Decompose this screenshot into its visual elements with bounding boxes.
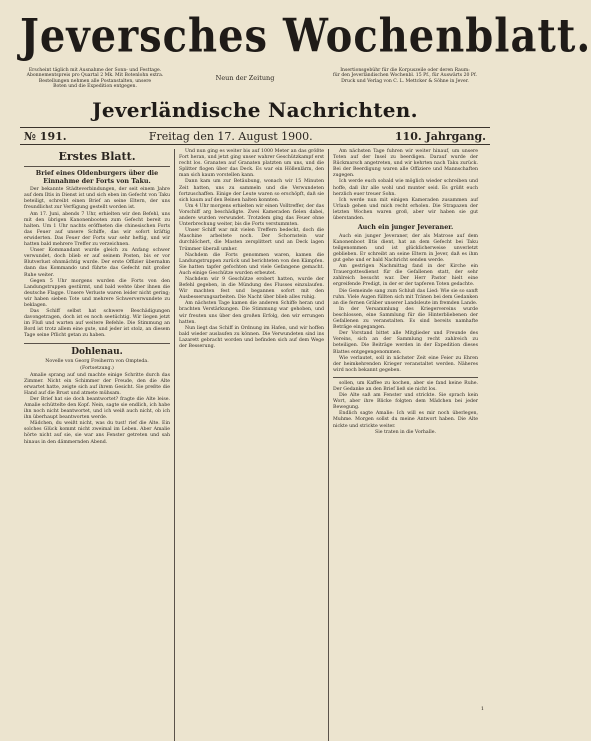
issue-number: № 191.: [24, 129, 67, 143]
subscription-line: Erscheint täglich mit Ausnahme der Sonn- und Festtage.: [28, 68, 162, 73]
paragraph: Nachdem die Forts genommen waren, kamen die Landungstruppen zurück und berichteten von den Kämpfen. Sie hatten tapfer gefochten und viele Gefangene gemacht. Auch einige Geschütze wurden erbeutet.: [179, 252, 324, 276]
paragraph: Der Vorstand bittet alle Mitglieder und Freunde des Vereins, sich an der Sammlung recht zahlreich zu beteiligen. Die Beiträge werden in der Expedition dieses Blattes entgegengenommen.: [333, 331, 478, 355]
paragraph: Dann kam um zur Betäubung, wonach wir 15 Minuten Zeit hatten, uns zu sammeln und die Verwundeten fortzuschaffen. Einige der Leute waren so erschöpft, daß sie sich kaum auf den Beinen halten konnten.: [179, 179, 324, 203]
divider: [24, 343, 170, 344]
issue-date: Freitag den 17. August 1900.: [148, 129, 313, 143]
paragraph: Um 4 Uhr morgens erhielten wir einen Volltreffer, der das Vorschiff arg beschädigte. Zwei Kameraden fielen dabei, andere wurden verwundet. Trotzdem ging das Feuer ohne Unterbrechung weiter, bis die Forts verstummten.: [179, 203, 324, 228]
paragraph: Mädchen, du weißt nicht, was du tust! rief die Alte. Ein solches Glück kommt nicht zweimal im Leben. Aber Amalie hörte nicht auf sie, sie war ans Fenster getreten und sah hinaus in den dämmernden Abend.: [24, 421, 170, 445]
paragraph: Am gestrigen Nachmittag fand in der Kirche ein Trauergottesdienst für die Gefallenen statt, der sehr zahlreich besucht war. Der Herr Pastor hielt eine ergreifende Predigt, in der er der tapferen Toten gedachte.: [333, 264, 478, 288]
article-heading: Auch ein junger Jeveraner.: [357, 223, 454, 232]
issue-year: 110. Jahrgang.: [394, 129, 486, 143]
subscription-line: Abonnementspreis pro Quartal 2 Mk. Mit Botenlohn extra.: [26, 73, 164, 79]
paragraph: Der Brief hat sie doch beantwortet? fragte die Alte leise. Amalie schüttelte den Kopf. Nein, sagte sie endlich, ich habe ihn noch nicht beantwortet, und ich weiß auch nicht, ob ich ihn überhaupt beantworten werde.: [24, 396, 170, 421]
secondary-title: Jeverländische Nachrichten.: [92, 98, 418, 122]
paragraph: Unser Kommandant wurde gleich zu Anfang schwer verwundet, doch blieb er auf seinem Posten, bis er vor Blutverlust ohnmächtig wurde. Der erste Offizier übernahm dann das Kommando und führte das Gefecht mit großer Ruhe weiter.: [24, 248, 170, 278]
column-2: [174, 149, 328, 741]
paragraph: Am 17. Juni, abends 7 Uhr, erhielten wir den Befehl, uns mit den übrigen Kanonenbooten zum Gefecht bereit zu halten. Um 1 Uhr nachts eröffneten die chinesischen Forts das Feuer auf unsere Schiffe, das wir sofort kräftig erwiderten. Das Feuer der Forts war sehr heftig, und wir hatten bald mehrere Treffer zu verzeichnen.: [24, 211, 170, 248]
article-title: Brief eines Oldenburgers über die Einnahme der Forts von Taku.: [35, 169, 159, 185]
columns: [20, 149, 490, 741]
divider: [333, 377, 478, 378]
subscription-line: Boten und die Expedition entgegen.: [53, 84, 137, 90]
issue-info-bar: [20, 127, 490, 145]
insertion-info: [320, 68, 490, 84]
insertion-line: Druck und Verlag von C. L. Mettcker & Söhne in Jever.: [341, 78, 469, 84]
paragraph: Nachdem wir 9 Geschütze erobert hatten, wurde der Befehl gegeben, in die Mündung des Flusses einzulaufen. Wir machten fest und begannen sofort mit den Ausbesserungsarbeiten. Die Nacht über blieb alles ruhig.: [179, 276, 324, 301]
paragraph: Ich werde euch sobald wie möglich wieder schreiben und hoffe, daß ihr alle wohl und munter seid. Es grüßt euch herzlich euer treuer Sohn.: [333, 179, 478, 197]
insertion-line: Insertionsgebühr für die Korpuszeile oder deren Raum:: [340, 68, 470, 73]
paragraph: Auch ein junger Jeveraner, der als Matrose auf dem Kanonenboot Iltis dient, hat an dem Gefecht bei Taku teilgenommen und ist glücklicherweise unverletzt geblieben. Er schreibt an seine Eltern in Jever, daß es ihm gut gehe und er bald Nachricht senden werde.: [333, 233, 478, 264]
paragraph: In der Versammlung des Kriegervereins wurde beschlossen, eine Sammlung für die Hinterbliebenen der Gefallenen zu veranstalten. Es sind bereits namhafte Beträge eingegangen.: [333, 306, 478, 331]
paragraph: Am nächsten Tage fuhren wir weiter hinauf, um unsere Toten auf der Insel zu beerdigen. Darauf wurde der Rückmarsch angetreten, und wir kehrten nach Taku zurück. Bei der Beerdigung waren alle Offiziere und Mannschaften zugegen.: [333, 149, 478, 179]
continuation-label: (Fortsetzung.): [80, 365, 114, 371]
paragraph: Die Gemeinde sang zum Schluß das Lied: Wie sie so sanft ruhn. Viele Augen füllten sich mit Tränen bei dem Gedanken an die fernen Gräber unserer Landsleute im fremden Lande.: [333, 288, 478, 306]
paragraph: Am nächsten Tage kamen die anderen Schiffe heran und brachten Verstärkungen. Die Stimmung war gehoben, und wir freuten uns über den großen Erfolg, den wir errungen hatten.: [179, 301, 324, 325]
column-1: [20, 149, 174, 741]
subhead-row: [20, 68, 490, 98]
paragraph: Ich werde nun mit einigen Kameraden zusammen auf Urlaub gehen und mich recht erholen. Die Strapazen der letzten Wochen waren groß, aber wir haben sie gut überstanden.: [333, 197, 478, 222]
subhead-middle: Neun der Zeitung: [215, 74, 275, 82]
paragraph: Der bekannte Städteverbindungen, der seit einem Jahre auf dem Iltis in Dienst ist und sich eben im Gefecht von Taku beteiligt, schreibt einen Brief an seine Eltern, der uns freundlichst zur Verfügung gestellt worden ist.: [24, 187, 170, 211]
paragraph: Amalie sprang auf und machte einige Schritte durch das Zimmer. Nicht ein Schimmer der Freude, den die Alte erwartet hatte, zeigte sich auf ihrem Gesicht. Sie preßte die Hand auf die Brust und atmete mühsam.: [24, 372, 170, 396]
paragraph: sollen, um Kaffee zu kochen, aber sie fand keine Ruhe. Der Gedanke an den Brief ließ sie nicht los.: [333, 380, 478, 392]
section-heading: Erstes Blatt.: [58, 150, 136, 163]
insertion-line: für den Jeverländischen Wochenbl. 15 Pf., für Auswärts 20 Pf.: [333, 73, 477, 79]
novella-byline: Novelle von Georg Freiherrn von Ompteda.: [45, 358, 149, 364]
paragraph: Endlich sagte Amalie: Ich will es mir noch überlegen, Muhme. Morgen sollst du meine Antwort haben. Die Alte nickte und strickte weiter.: [333, 411, 478, 429]
masthead-title: Jeversches Wochenblatt.: [20, 8, 591, 63]
subscription-info: [20, 68, 170, 90]
paragraph: Und nun ging es weiter bis auf 1000 Meter an das größte Fort heran, und jetzt ging unser wahrer Geschützkampf erst recht los. Granaten auf Granaten platzten um uns, und die Splitter flogen über das Deck. Es war ein Höllenlärm, den man sich kaum vorstellen kann.: [179, 149, 324, 179]
novella-title: Dohlenau.: [71, 346, 123, 357]
paragraph: Nun liegt das Schiff in Ordnung im Hafen, und wir hoffen bald wieder auslaufen zu können. Die Verwundeten sind ins Lazarett gebracht worden und befinden sich auf dem Wege der Besserung.: [179, 325, 324, 349]
subscription-line: Bestellungen nehmen alle Postanstalten, unsere: [38, 78, 152, 84]
paragraph: Sie traten in die Vorhalle.: [375, 429, 436, 435]
paragraph: Das Schiff selbst hat schwere Beschädigungen davongetragen, doch ist es noch seetüchtig. Wir liegen jetzt im Fluß und warten auf weitere Befehle. Die Stimmung an Bord ist trotz allem eine gute, und jeder ist stolz, an diesem Tage seine Pflicht getan zu haben.: [24, 309, 170, 339]
paragraph: Unser Schiff war mit vielen Treffern bedeckt, doch die Maschine arbeitete noch. Der Schornstein war durchlöchert, die Masten zersplittert und an Deck lagen Trümmer überall umher.: [179, 228, 324, 252]
paragraph: Die Alte saß am Fenster und strickte. Sie sprach kein Wort, aber ihre Blicke folgten dem Mädchen bei jeder Bewegung.: [333, 393, 478, 411]
page-mark: 1: [480, 706, 484, 712]
column-3: [328, 149, 482, 741]
paragraph: Wie verlautet, soll in nächster Zeit eine Feier zu Ehren der heimkehrenden Krieger veranstaltet werden. Näheres wird noch bekannt gegeben.: [333, 355, 478, 373]
divider: [24, 166, 170, 167]
paragraph: Gegen 5 Uhr morgens wurden die Forts von den Landungstruppen gestürmt, und bald wehte über ihnen die deutsche Flagge. Unsere Verluste waren leider nicht gering; wir haben sieben Tote und mehrere Schwerverwundete zu beklagen.: [24, 278, 170, 308]
